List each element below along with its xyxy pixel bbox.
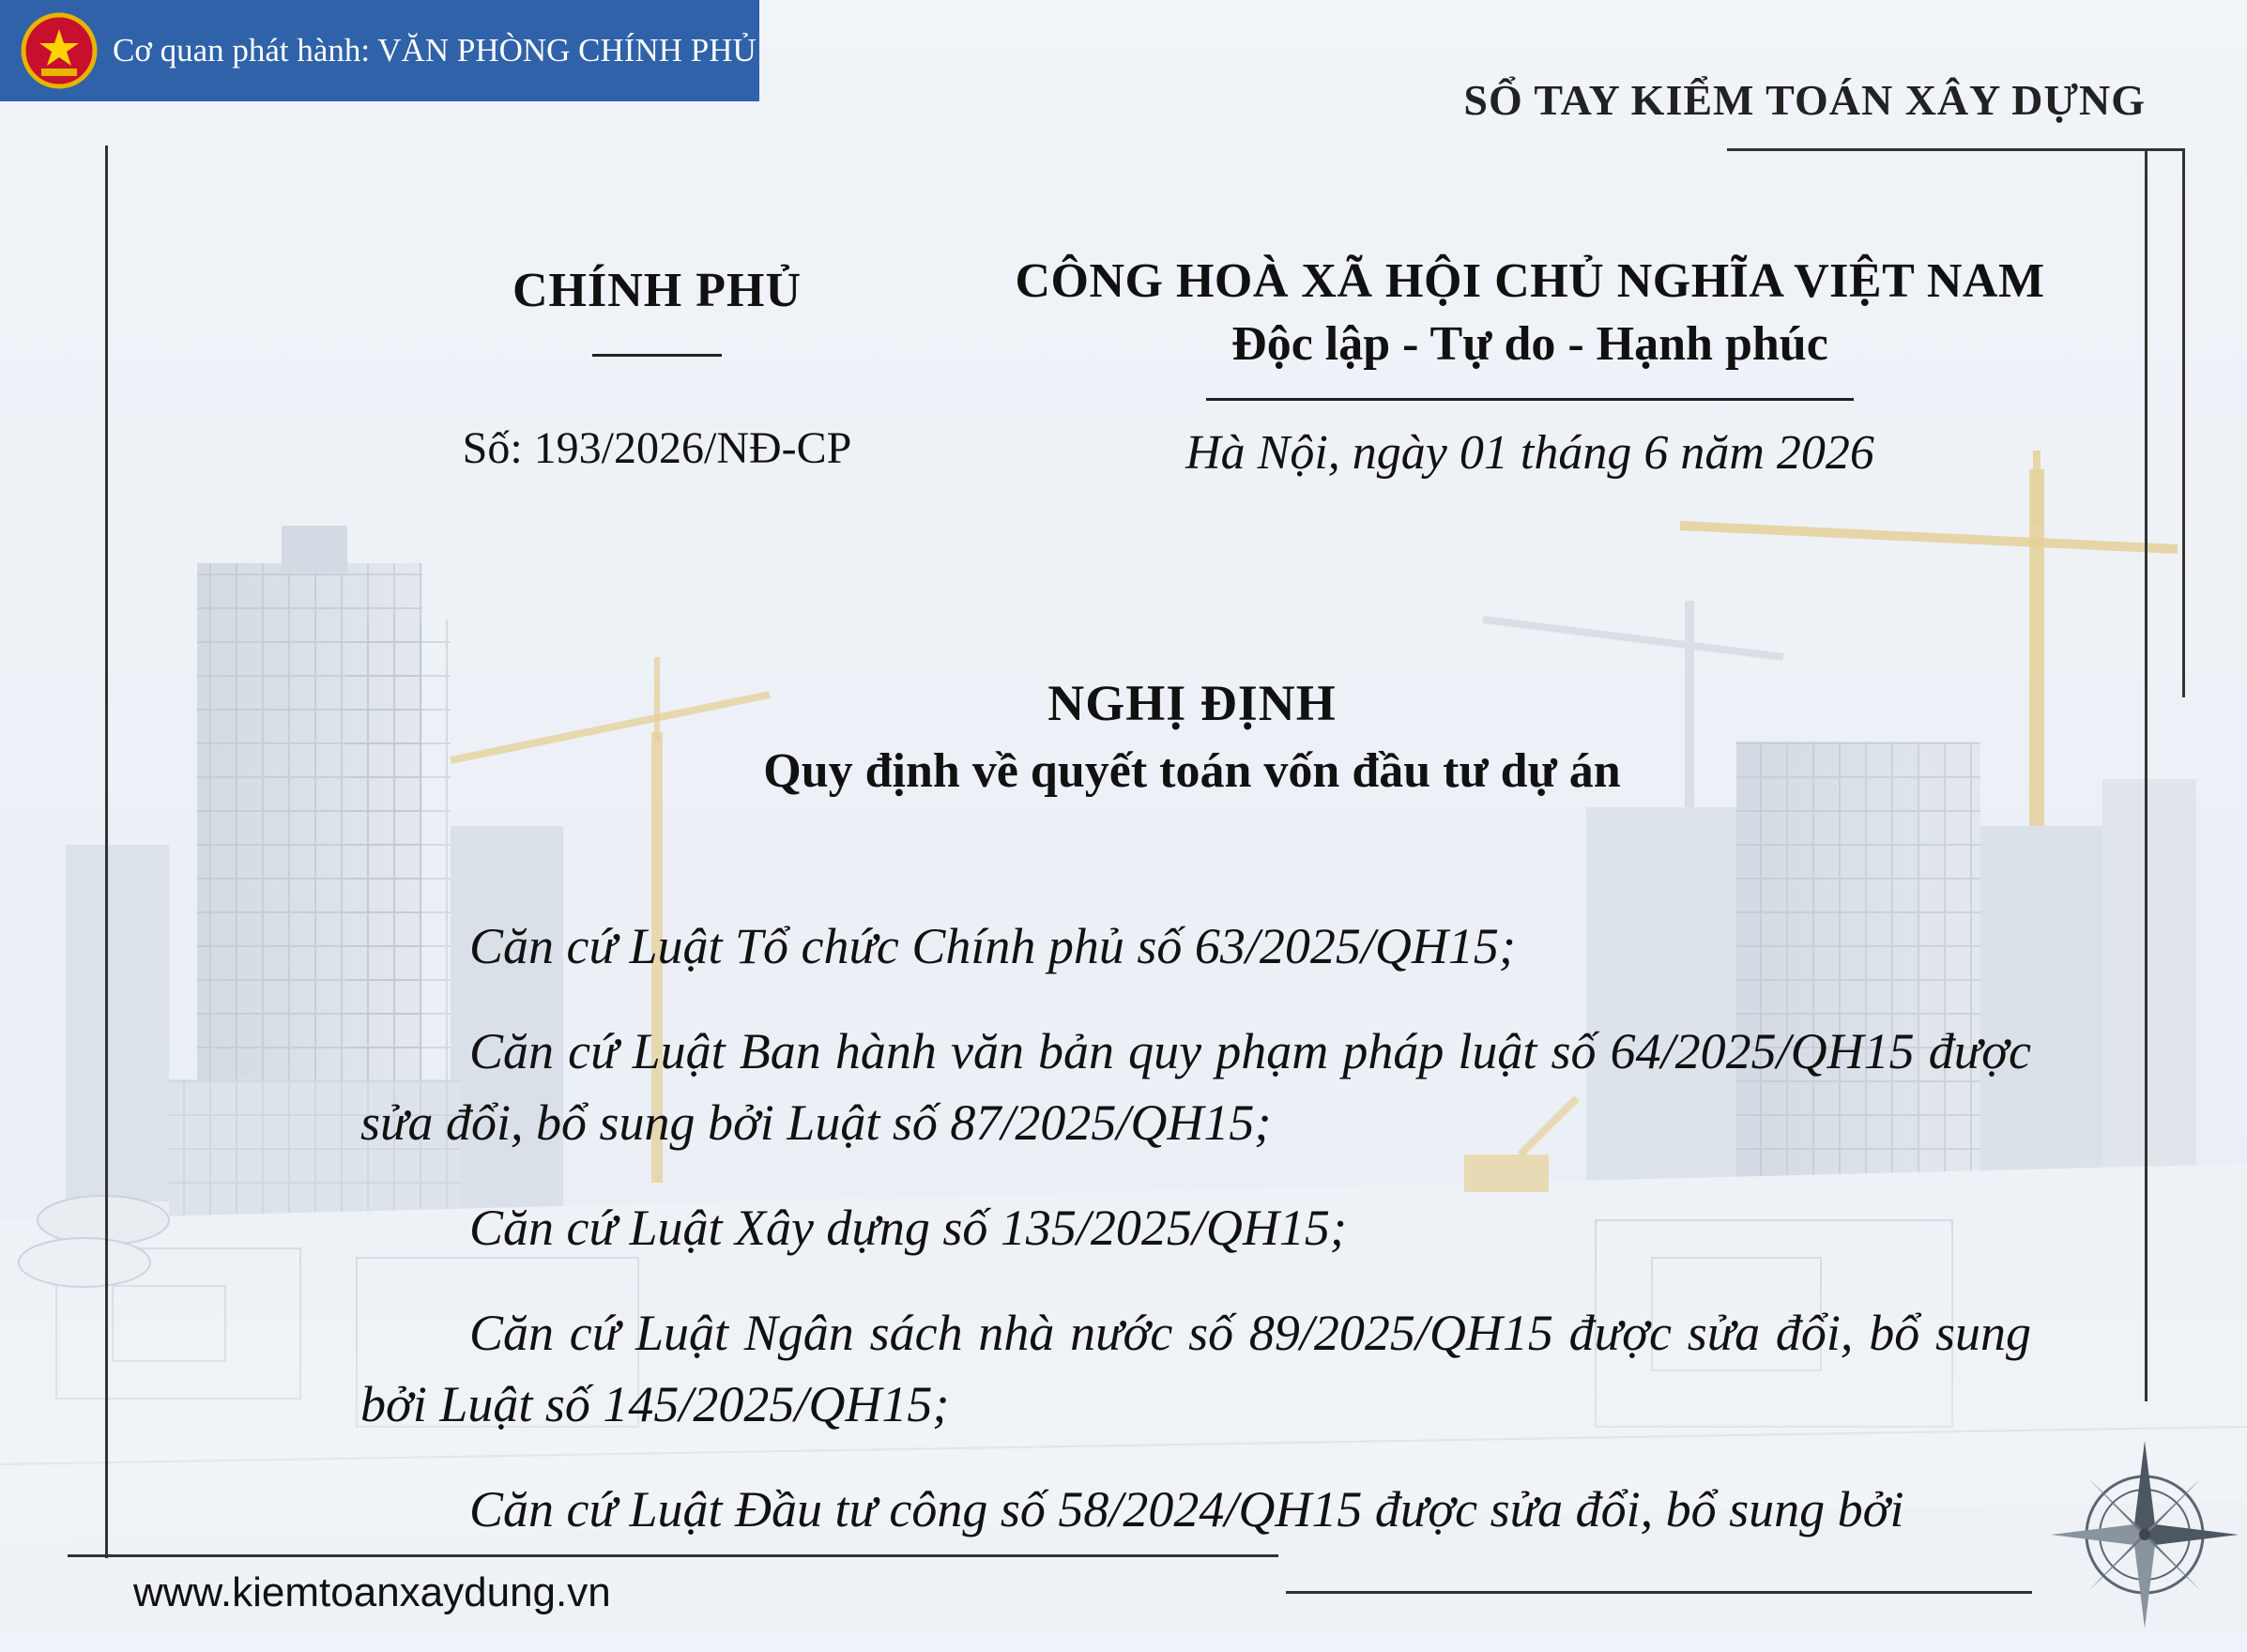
document-number: Số: 193/2026/NĐ-CP xyxy=(462,423,852,473)
legal-basis-paragraph: Căn cứ Luật Ngân sách nhà nước số 89/2025/QH15 được sửa đổi, bổ sung bởi Luật số 145/2025/QH15; xyxy=(360,1305,2031,1432)
place-and-date: Hà Nội, ngày 01 tháng 6 năm 2026 xyxy=(1185,426,1874,480)
publisher-banner xyxy=(0,0,759,101)
legal-basis-paragraph: Căn cứ Luật Xây dựng số 135/2025/QH15; xyxy=(469,1200,1347,1256)
frame-bottom-right-line xyxy=(1286,1591,2032,1594)
document-type: NGHỊ ĐỊNH xyxy=(1047,675,1337,731)
national-emblem-icon xyxy=(21,12,98,89)
legal-basis-paragraph: Căn cứ Luật Đầu tư công số 58/2024/QH15 được sửa đổi, bổ sung bởi xyxy=(469,1481,1904,1537)
agency-divider xyxy=(592,354,722,357)
country-name: CÔNG HOÀ XÃ HỘI CHỦ NGHĨA VIỆT NAM xyxy=(1015,254,2045,308)
motto-divider xyxy=(1206,398,1854,401)
legal-basis-section xyxy=(360,910,2031,1579)
frame-top-right-line xyxy=(1727,148,2185,151)
frame-left-line xyxy=(105,145,108,1558)
frame-right-line xyxy=(2145,148,2148,1401)
frame-right-outer-line xyxy=(2182,148,2185,697)
publisher-label: Cơ quan phát hành: VĂN PHÒNG CHÍNH PHỦ xyxy=(113,32,757,69)
national-motto: Độc lập - Tự do - Hạnh phúc xyxy=(1231,317,1828,371)
website-link[interactable]: www.kiemtoanxaydung.vn xyxy=(133,1569,611,1615)
handbook-title: SỔ TAY KIỂM TOÁN XÂY DỰNG xyxy=(1463,76,2146,124)
legal-basis-paragraph: Căn cứ Luật Ban hành văn bản quy phạm pháp luật số 64/2025/QH15 được sửa đổi, bổ sung bởi Luật số 87/2025/QH15; xyxy=(360,1023,2031,1151)
agency-block xyxy=(422,263,892,474)
document-title-block xyxy=(657,674,1727,799)
legal-basis-paragraph: Căn cứ Luật Tổ chức Chính phủ số 63/2025/QH15; xyxy=(469,918,1516,974)
compass-rose-icon xyxy=(2046,1436,2243,1633)
national-heading-block xyxy=(976,253,2084,481)
issuing-agency: CHÍNH PHỦ xyxy=(512,264,802,317)
document-subject: Quy định về quyết toán vốn đầu tư dự án xyxy=(763,744,1621,798)
